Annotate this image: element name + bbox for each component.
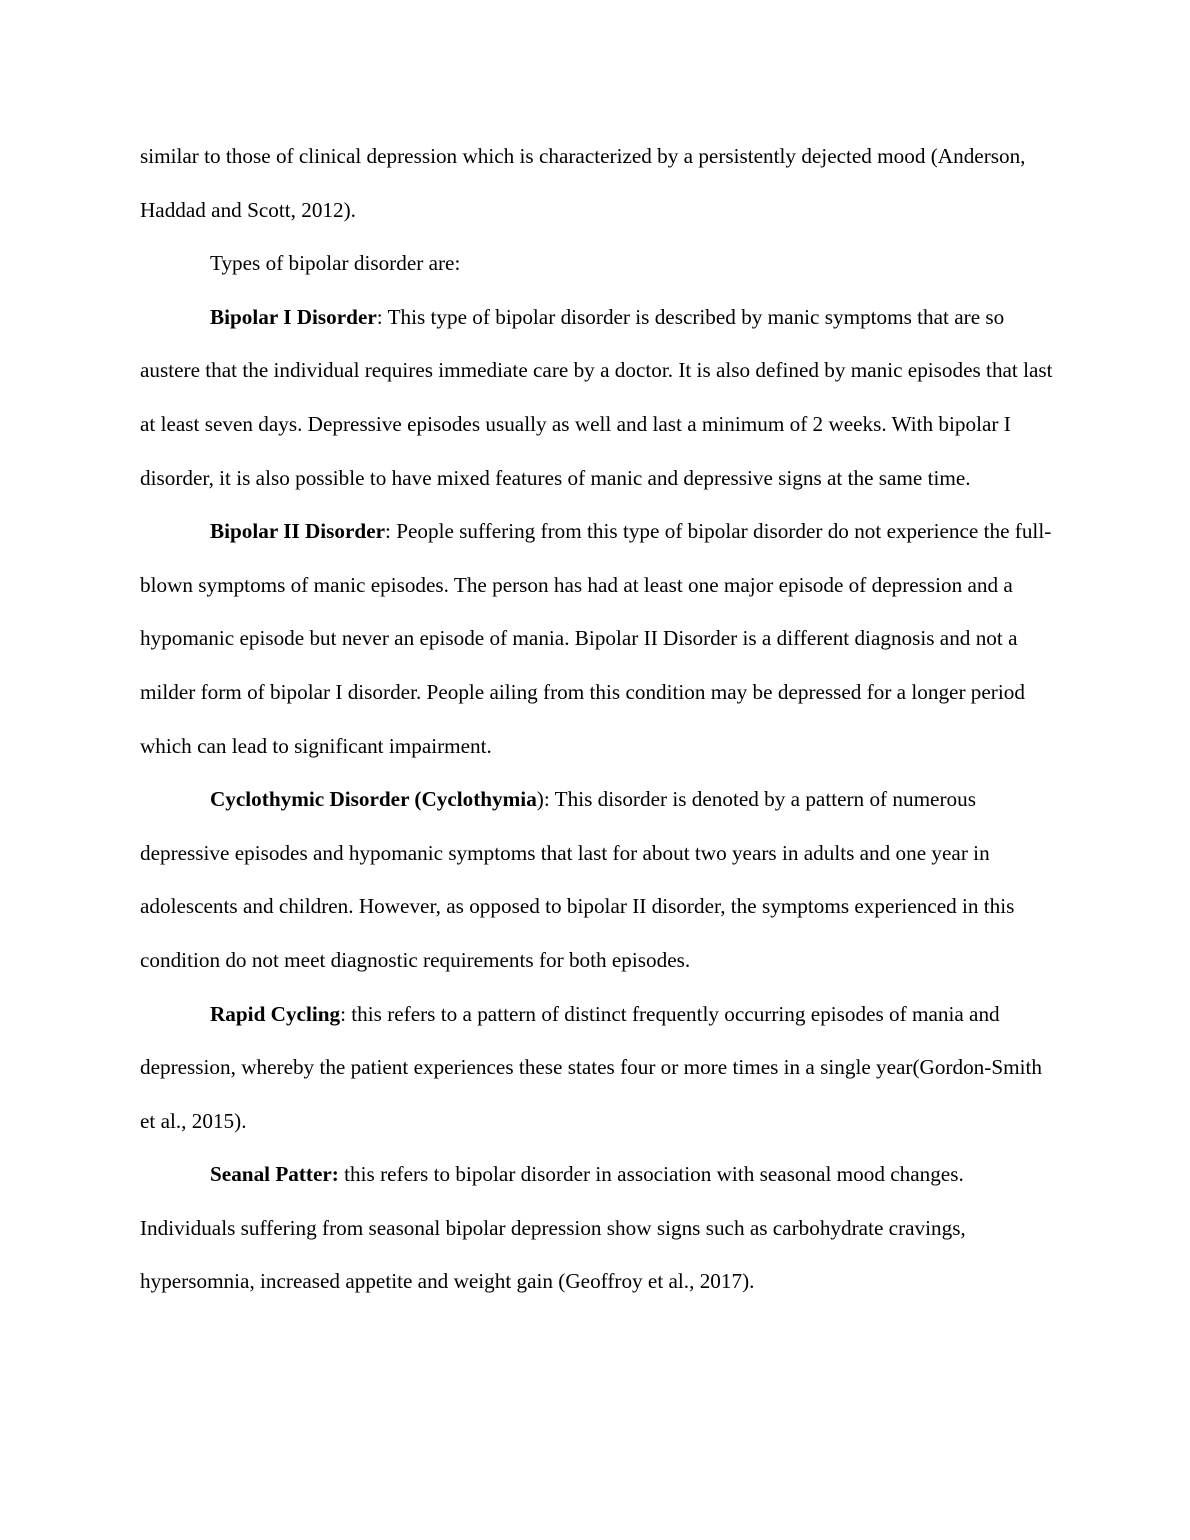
term-cyclothymic: Cyclothymic Disorder (Cyclothymia [210, 787, 537, 812]
paragraph-types-intro: Types of bipolar disorder are: [210, 251, 461, 276]
paragraph-continuation: similar to those of clinical depression which is characterized by a persistently dejected mood (Anderson, Haddad and Scott, 2012). [140, 144, 1026, 222]
term-rapid-cycling: Rapid Cycling [210, 1001, 341, 1026]
paragraph-bipolar-ii [140, 505, 1055, 773]
text-cyclothymic: ): This disorder is denoted by a pattern of numerous depressive episodes and hypomanic symptoms that last for about two years in adults and one year in adolescents and children. However, as opposed to bipolar II disorder, the symptoms experienced in this condition do not meet diagnostic requirements for both episodes. [140, 787, 1015, 972]
paragraph-seasonal-pattern [140, 1148, 1055, 1309]
text-bipolar-i: : This type of bipolar disorder is described by manic symptoms that are so austere that the individual requires immediate care by a doctor. It is also defined by manic episodes that last at least seven days. Depressive episodes usually as well and last a minimum of 2 weeks. With bipolar I disorder, it is also possible to have mixed features of manic and depressive signs at the same time. [140, 304, 1053, 490]
term-seasonal-pattern: Seanal Patter: [210, 1162, 339, 1187]
paragraph-rapid-cycling [140, 988, 1055, 1149]
text-bipolar-ii: : People suffering from this type of bipolar disorder do not experience the full-blown symptoms of manic episodes. The person has had at least one major episode of depression and a hypomanic episode but never an episode of mania. Bipolar II Disorder is a different diagnosis and not a milder form of bipolar I disorder. People ailing from this condition may be depressed for a longer period which can lead to significant impairment. [140, 519, 1052, 758]
document-page [140, 130, 1055, 1309]
text-seasonal-pattern: this refers to bipolar disorder in association with seasonal mood changes. Individuals suffering from seasonal bipolar depression show signs such as carbohydrate cravings, hypersomnia, increased appetite and weight gain (Geoffroy et al., 2017). [140, 1162, 966, 1294]
term-bipolar-i: Bipolar I Disorder [210, 304, 377, 329]
text-rapid-cycling: : this refers to a pattern of distinct frequently occurring episodes of mania and depression, whereby the patient experiences these states four or more times in a single year(Gordon-Smith et al., 2015). [140, 1001, 1042, 1133]
paragraph-bipolar-i [140, 291, 1055, 505]
paragraph-cyclothymic [140, 773, 1055, 987]
term-bipolar-ii: Bipolar II Disorder [210, 519, 386, 544]
